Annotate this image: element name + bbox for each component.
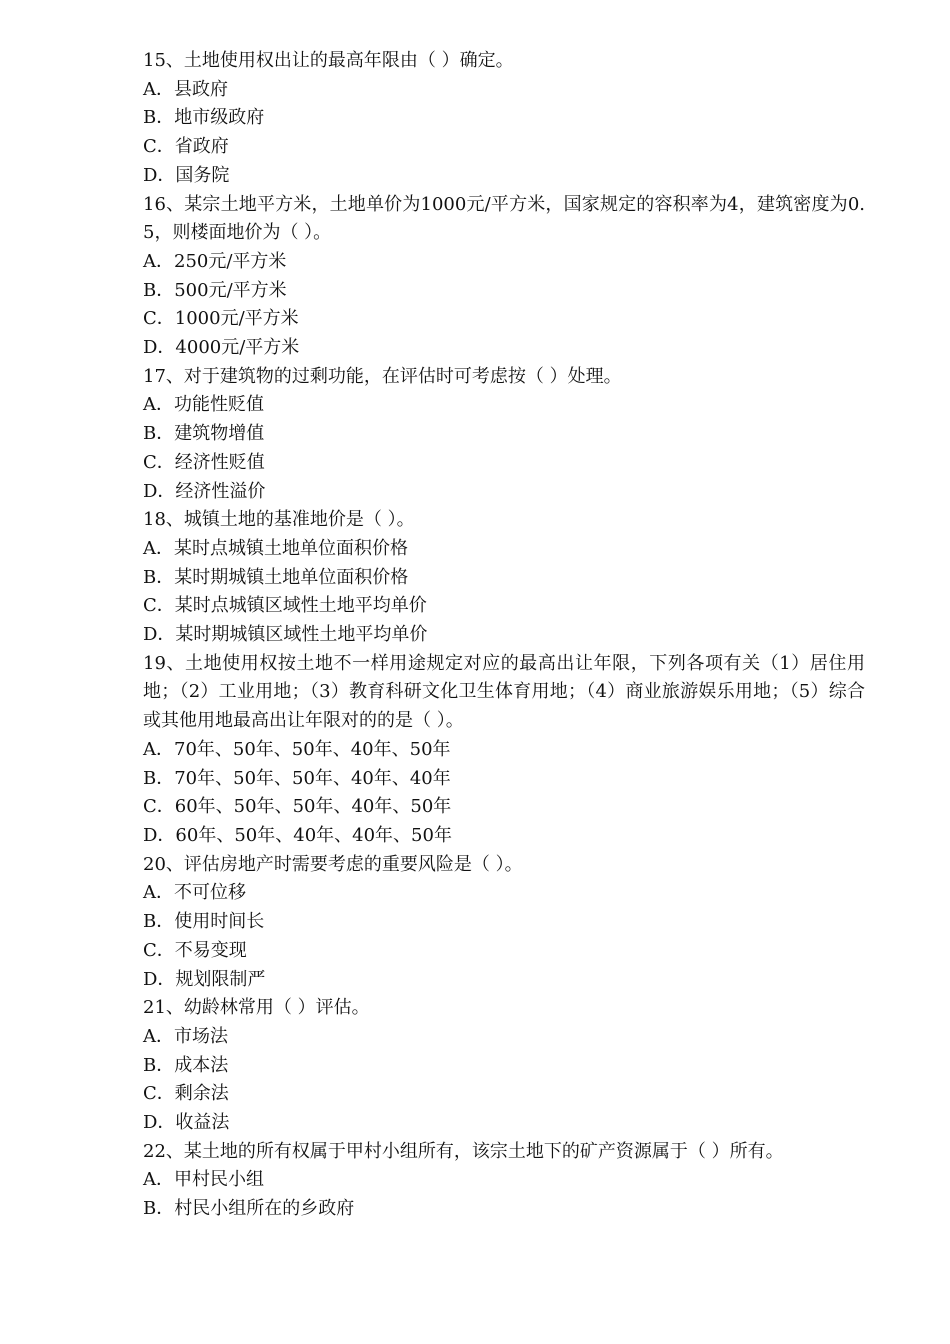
option-list bbox=[143, 248, 865, 363]
option-b: B．使用时间长 bbox=[143, 911, 265, 933]
option-c: C．剩余法 bbox=[143, 1083, 229, 1105]
option-b: B．建筑物增值 bbox=[143, 423, 265, 445]
question-stem: 17、对于建筑物的过剩功能，在评估时可考虑按（ ）处理。 bbox=[143, 365, 622, 387]
option-c: C．经济性贬值 bbox=[143, 451, 265, 473]
question-22 bbox=[143, 1138, 865, 1224]
option-list bbox=[143, 76, 865, 191]
question-stem: 20、评估房地产时需要考虑的重要风险是（ ）。 bbox=[143, 853, 523, 875]
option-a: A．功能性贬值 bbox=[143, 394, 264, 416]
question-list bbox=[143, 47, 865, 1224]
option-b: B．成本法 bbox=[143, 1054, 229, 1076]
option-list bbox=[143, 391, 865, 506]
option-list bbox=[143, 1166, 865, 1223]
option-a: A．甲村民小组 bbox=[143, 1169, 264, 1191]
option-a: A．70年、50年、50年、40年、50年 bbox=[143, 738, 451, 760]
question-stem: 18、城镇土地的基准地价是（ ）。 bbox=[143, 509, 415, 531]
question-16 bbox=[143, 191, 865, 363]
option-c: C．不易变现 bbox=[143, 939, 247, 961]
option-c: C．省政府 bbox=[143, 136, 229, 158]
option-c: C．某时点城镇区域性土地平均单价 bbox=[143, 595, 427, 617]
question-stem: 19、土地使用权按土地不一样用途规定对应的最高出让年限，下列各项有关（1）居住用地；（2）工业用地；（3）教育科研文化卫生体育用地；（4）商业旅游娱乐用地；（5）综合或其他用地最高出让年限对的的是（ ）。 bbox=[143, 652, 865, 732]
question-20 bbox=[143, 851, 865, 995]
option-d: D．规划限制严 bbox=[143, 968, 266, 990]
option-b: B．某时期城镇土地单位面积价格 bbox=[143, 566, 409, 588]
option-a: A．某时点城镇土地单位面积价格 bbox=[143, 537, 408, 559]
question-15 bbox=[143, 47, 865, 191]
question-stem: 22、某土地的所有权属于甲村小组所有，该宗土地下的矿产资源属于（ ）所有。 bbox=[143, 1140, 784, 1162]
option-b: B．500元/平方米 bbox=[143, 279, 287, 301]
option-d: D．4000元/平方米 bbox=[143, 337, 300, 359]
question-17 bbox=[143, 363, 865, 507]
option-list bbox=[143, 736, 865, 851]
question-21 bbox=[143, 994, 865, 1138]
option-c: C．60年、50年、50年、40年、50年 bbox=[143, 796, 452, 818]
option-d: D．收益法 bbox=[143, 1112, 230, 1134]
option-list bbox=[143, 535, 865, 650]
question-19 bbox=[143, 650, 865, 851]
option-d: D．经济性溢价 bbox=[143, 480, 266, 502]
option-a: A．市场法 bbox=[143, 1025, 228, 1047]
option-b: B．70年、50年、50年、40年、40年 bbox=[143, 767, 451, 789]
question-18 bbox=[143, 506, 865, 650]
option-a: A．不可位移 bbox=[143, 882, 246, 904]
option-a: A．250元/平方米 bbox=[143, 250, 287, 272]
option-b: B．村民小组所在的乡政府 bbox=[143, 1198, 355, 1220]
question-stem: 15、土地使用权出让的最高年限由（ ）确定。 bbox=[143, 50, 514, 71]
option-d: D．国务院 bbox=[143, 164, 230, 186]
question-stem: 21、幼龄林常用（ ）评估。 bbox=[143, 997, 370, 1019]
question-stem: 16、某宗土地平方米，土地单价为1000元/平方米，国家规定的容积率为4，建筑密度为0.5，则楼面地价为（ ）。 bbox=[143, 193, 865, 244]
option-list bbox=[143, 1023, 865, 1138]
option-a: A．县政府 bbox=[143, 78, 228, 100]
option-c: C．1000元/平方米 bbox=[143, 308, 299, 330]
option-d: D．60年、50年、40年、40年、50年 bbox=[143, 824, 452, 846]
option-b: B．地市级政府 bbox=[143, 107, 265, 129]
option-list bbox=[143, 879, 865, 994]
option-d: D．某时期城镇区域性土地平均单价 bbox=[143, 624, 428, 646]
